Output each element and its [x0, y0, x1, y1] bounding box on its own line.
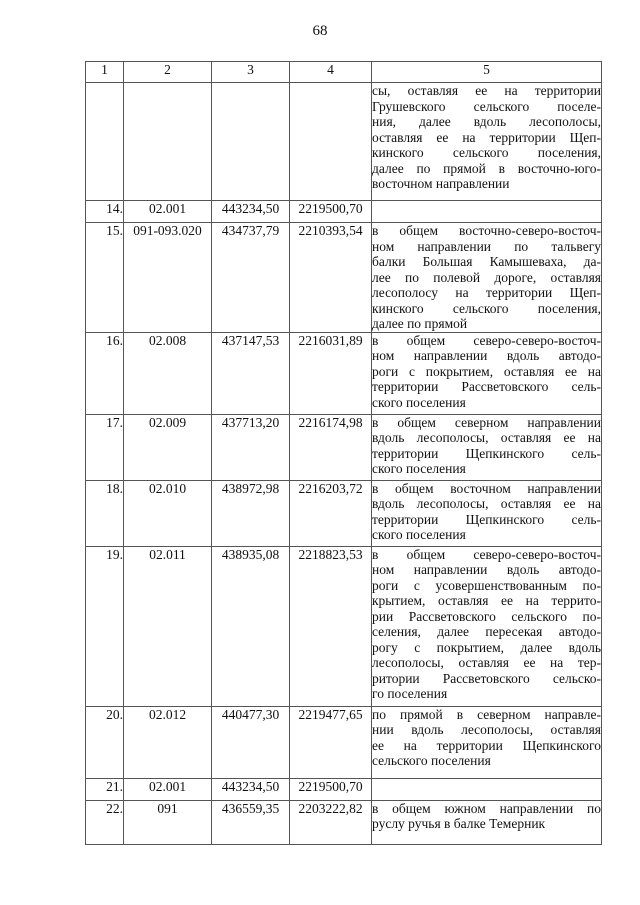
point-id	[124, 83, 212, 201]
row-index: 21.	[86, 778, 124, 800]
description-line: крытием, оставляя ее на террито-	[372, 593, 601, 608]
description-line: в общем южном направлении по	[372, 800, 601, 816]
boundary-description	[372, 800, 602, 844]
point-id: 02.008	[124, 332, 212, 414]
boundary-description	[372, 414, 602, 480]
point-id: 02.011	[124, 546, 212, 706]
description-line: рогу с покрытием, далее вдоль	[372, 639, 601, 655]
point-id: 091-093.020	[124, 223, 212, 333]
row-index: 14.	[86, 201, 124, 223]
point-id: 02.012	[124, 706, 212, 778]
description-line: ном направлении по тальвегу	[372, 238, 601, 254]
description-line: территории Рассветовского сель-	[372, 379, 601, 394]
coord-y: 2210393,54	[290, 223, 372, 333]
column-header-2: 2	[124, 62, 212, 83]
table-row	[86, 778, 602, 800]
coord-y: 2219500,70	[290, 778, 372, 800]
row-index: 20.	[86, 706, 124, 778]
coord-y: 2216031,89	[290, 332, 372, 414]
description-line: вдоль лесополосы, оставляя ее на	[372, 430, 601, 445]
table-row	[86, 480, 602, 546]
description-line: ритории Рассветовского сельско-	[372, 670, 601, 686]
table-row	[86, 414, 602, 480]
coord-x: 437147,53	[212, 332, 290, 414]
column-header-1: 1	[86, 62, 124, 83]
description-line: ского поселения	[372, 394, 466, 410]
description-line: территории Щепкинского сель-	[372, 511, 601, 527]
description-line: территории Щепкинского сель-	[372, 445, 601, 461]
table-row	[86, 706, 602, 778]
description-line: рии Рассветовского сельского по-	[372, 608, 601, 624]
coord-x: 443234,50	[212, 778, 290, 800]
description-line: в общем северном направлении	[372, 414, 601, 430]
column-header-3: 3	[212, 62, 290, 83]
column-header-4: 4	[290, 62, 372, 83]
point-id: 02.001	[124, 778, 212, 800]
description-line: в общем северо-северо-восточ-	[372, 546, 601, 562]
coordinates-table	[85, 61, 602, 845]
point-id: 091	[124, 800, 212, 844]
boundary-description	[372, 83, 602, 201]
description-line: ского поселения	[372, 527, 466, 542]
description-line: го поселения	[372, 686, 448, 701]
boundary-description	[372, 201, 602, 223]
column-header-5: 5	[372, 62, 602, 83]
point-id: 02.009	[124, 414, 212, 480]
description-line: ского поселения	[372, 461, 466, 476]
coord-x: 440477,30	[212, 706, 290, 778]
boundary-description	[372, 546, 602, 706]
table-row	[86, 800, 602, 844]
point-id: 02.010	[124, 480, 212, 546]
boundary-description	[372, 332, 602, 414]
description-line: Грушевского сельского поселе-	[372, 98, 601, 114]
coord-x: 436559,35	[212, 800, 290, 844]
table-row	[86, 223, 602, 333]
description-line: оставляя ее на территории Щеп-	[372, 129, 601, 145]
table-header-row	[86, 62, 602, 83]
table-row	[86, 83, 602, 201]
description-line: вдоль лесополосы, оставляя ее на	[372, 496, 601, 511]
description-line: ния, далее вдоль лесополосы,	[372, 114, 601, 129]
coord-x: 434737,79	[212, 223, 290, 333]
description-line: восточном направлении	[372, 176, 510, 191]
coord-y: 2216203,72	[290, 480, 372, 546]
row-index: 22.	[86, 800, 124, 844]
description-line: далее по прямой	[372, 316, 468, 331]
description-line: роги с покрытием, оставляя ее на	[372, 363, 601, 379]
coord-x	[212, 83, 290, 201]
description-line: лесополосу на территории Щеп-	[372, 285, 601, 300]
coord-y: 2218823,53	[290, 546, 372, 706]
boundary-description	[372, 706, 602, 778]
description-line: по прямой в северном направле-	[372, 706, 601, 722]
point-id: 02.001	[124, 201, 212, 223]
coord-y: 2219477,65	[290, 706, 372, 778]
description-line: в общем восточном направлении	[372, 480, 601, 496]
coord-y: 2219500,70	[290, 201, 372, 223]
description-line: ее на территории Щепкинского	[372, 737, 601, 753]
row-index: 18.	[86, 480, 124, 546]
coord-x: 438935,08	[212, 546, 290, 706]
description-line: лее по полевой дороге, оставляя	[372, 269, 601, 285]
coord-x: 438972,98	[212, 480, 290, 546]
description-line: нии вдоль лесополосы, оставляя	[372, 722, 601, 737]
description-line: сы, оставляя ее на территории	[372, 83, 601, 98]
description-line: сельского поселения	[372, 753, 491, 768]
row-index: 16.	[86, 332, 124, 414]
boundary-description	[372, 778, 602, 800]
table-row	[86, 332, 602, 414]
description-line: кинского сельского поселения,	[372, 300, 601, 316]
description-line: ном направлении вдоль автодо-	[372, 562, 601, 577]
description-line: лесополосы, оставляя ее на тер-	[372, 655, 601, 670]
boundary-description	[372, 480, 602, 546]
coord-y	[290, 83, 372, 201]
description-line: кинского сельского поселения,	[372, 145, 601, 160]
description-line: в общем северо-северо-восточ-	[372, 332, 601, 348]
description-line: в общем восточно-северо-восточ-	[372, 223, 601, 238]
description-line: руслу ручья в балке Темерник	[372, 816, 546, 831]
coord-x: 437713,20	[212, 414, 290, 480]
table-row	[86, 201, 602, 223]
description-line: далее по прямой в восточно-юго-	[372, 160, 601, 176]
table-row	[86, 546, 602, 706]
row-index: 15.	[86, 223, 124, 333]
description-line: селения, далее пересекая автодо-	[372, 624, 601, 639]
row-index: 17.	[86, 414, 124, 480]
page-number: 68	[312, 23, 328, 39]
coord-x: 443234,50	[212, 201, 290, 223]
description-line: ном направлении вдоль автодо-	[372, 348, 601, 363]
row-index	[86, 83, 124, 201]
description-line: роги с усовершенствованным по-	[372, 577, 601, 593]
description-line: балки Большая Камышеваха, да-	[372, 254, 601, 269]
boundary-description	[372, 223, 602, 333]
coord-y: 2216174,98	[290, 414, 372, 480]
row-index: 19.	[86, 546, 124, 706]
coord-y: 2203222,82	[290, 800, 372, 844]
